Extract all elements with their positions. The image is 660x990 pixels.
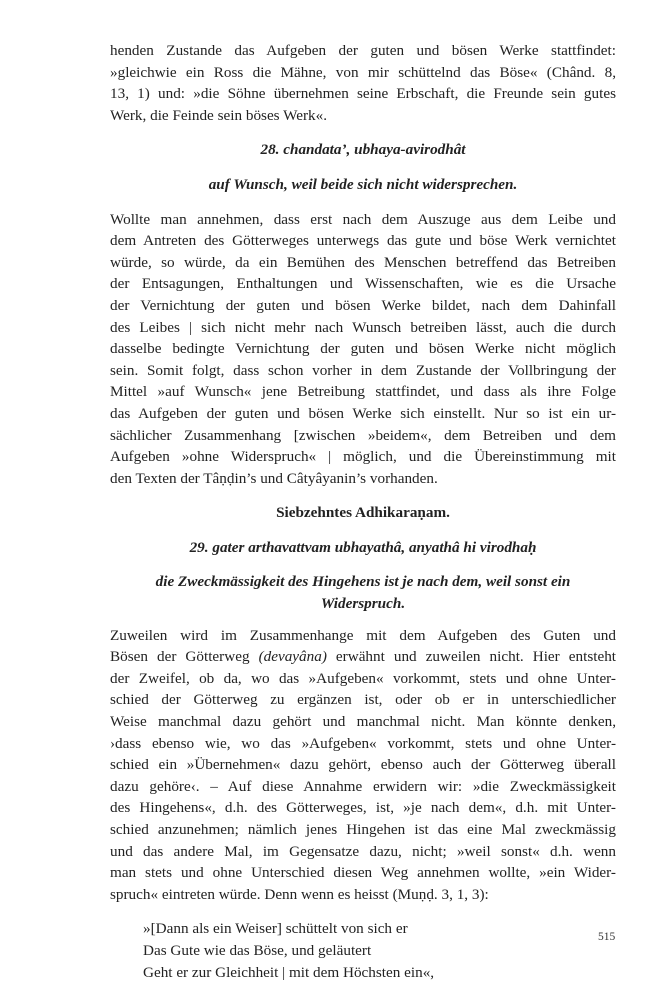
sutra-29-translation-line-1: die Zweckmässigkeit des Hingehens ist je nach dem, weil sonst ein [155,573,571,591]
text-line: der Vernichtung der guten und bösen Werke bildet, nach dem Dahinfall [110,296,616,314]
text-line: der Zweifel, ob da, wo das »Aufgeben« vorkommt, stets und ohne Unter- [110,669,616,687]
text-line: des Leibes | sich nicht mehr nach Wunsch betreiben lässt, auch die durch [110,318,616,336]
text-line: ›dass ebenso wie, wo das »Aufgeben« vorkommt, stets und ohne Unter- [110,734,616,752]
commentary-paragraph-1 [110,209,616,490]
text-line: dem Antreten des Götterweges unterwegs das gute und böse Werk vernichtet [110,232,616,250]
text-line: Zuweilen wird im Zusammenhange mit dem Aufgeben des Guten und [110,626,616,644]
verse-line: Das Gute wie das Böse, und geläutert [143,941,372,959]
text-line: dasselbe bedingte Vernichtung der guten und bösen Werke nicht möglich [110,340,616,358]
text-line: der Entsagungen, Enthaltungen und Wissenschaften, wie es die Ursache [110,275,616,293]
text-line: man stets und ohne Unterschied diesen Weg annehmen wollte, »ein Wider- [110,864,616,882]
text-line: schied der Götterweg zu ergänzen ist, oder ob er in unterschiedlicher [110,691,616,709]
sutra-28-sanskrit: 28. chandata’, ubhaya-avirodhât [260,141,466,159]
text-line: den Texten der Tâṇḍin’s und Câtyâyanin’s vorhanden. [110,469,438,487]
text-segment: Bösen der Götterweg [110,648,259,666]
text-line: schied ein »Übernehmen« dazu gehört, ebenso auch der Götterweg überall [110,756,616,774]
text-line [110,646,616,668]
page-number: 515 [598,931,616,943]
text-line: Mittel »auf Wunsch« jene Betreibung stattfindet, und dass als ihre Folge [110,383,616,401]
text-line: 13, 1) und: »die Söhne übernehmen seine Erbschaft, die Freunde sein gutes [110,85,616,103]
sutra-29-translation-line-2: Widerspruch. [320,595,406,613]
text-line: spruch« eintreten würde. Denn wenn es heisst (Muṇḍ. 3, 1, 3): [110,885,489,903]
text-line: sächlicher Zusammenhang [zwischen »beidem«, dem Betreiben und dem [110,426,616,444]
text-line: schied anzunehmen; nämlich jenes Hingehen ist das eine Mal zweckmässig [110,821,616,838]
text-line: würde, so würde, da ein Bemühen des Menschen betreffend das Betreiben [110,253,616,271]
text-line: Wollte man annehmen, dass erst nach dem Auszuge aus dem Leibe und [110,210,616,228]
verse-line: »[Dann als ein Weiser] schüttelt von sich er [143,920,408,938]
text-segment: erwähnt und zuweilen nicht. Hier entsteht [326,648,617,666]
italic-term: (devayâna) [258,648,327,666]
text-line: dazu gehöre‹. – Auf diese Annahme erwidern wir: »die Zweckmässigkeit [110,777,616,795]
text-line: Weise manchmal dazu gehört und manchmal nicht. Man könnte denken, [110,713,616,731]
intro-paragraph [110,40,616,126]
text-line: des Hingehens«, d.h. des Götterweges, ist, »je nach dem«, d.h. mit Unter- [110,799,616,817]
section-heading: Siebzehntes Adhikaraṇam. [276,504,450,522]
text-line: und das andere Mal, im Gegensatze dazu, nicht; »weil sonst« d.h. wenn [110,842,616,860]
page-body [110,40,616,983]
text-line: sein. Somit folgt, dass schon vorher in dem Zustande der Vollbringung der [110,361,616,379]
sutra-29-sanskrit: 29. gater arthavattvam ubhayathâ, anyathâ hi virodhaḥ [189,538,537,556]
verse-line: Geht er zur Gleichheit | mit dem Höchsten ein«, [143,963,435,981]
text-line: das Aufgeben der guten und bösen Werke sich einstellt. Nur so ist ein ur- [110,404,616,422]
verse-quotation [143,918,616,983]
text-line: henden Zustande das Aufgeben der guten und bösen Werke stattfindet: [110,42,616,59]
text-line: Werk, die Feinde sein böses Werk«. [110,106,328,124]
commentary-paragraph-2 [110,625,616,906]
text-line: »gleichwie ein Ross die Mähne, von mir schüttelnd das Böse« (Chând. 8, [110,63,616,81]
text-line: Aufgeben »ohne Widerspruch« | möglich, und die Übereinstimmung mit [110,448,616,466]
sutra-28-translation: auf Wunsch, weil beide sich nicht widersprechen. [208,175,518,193]
